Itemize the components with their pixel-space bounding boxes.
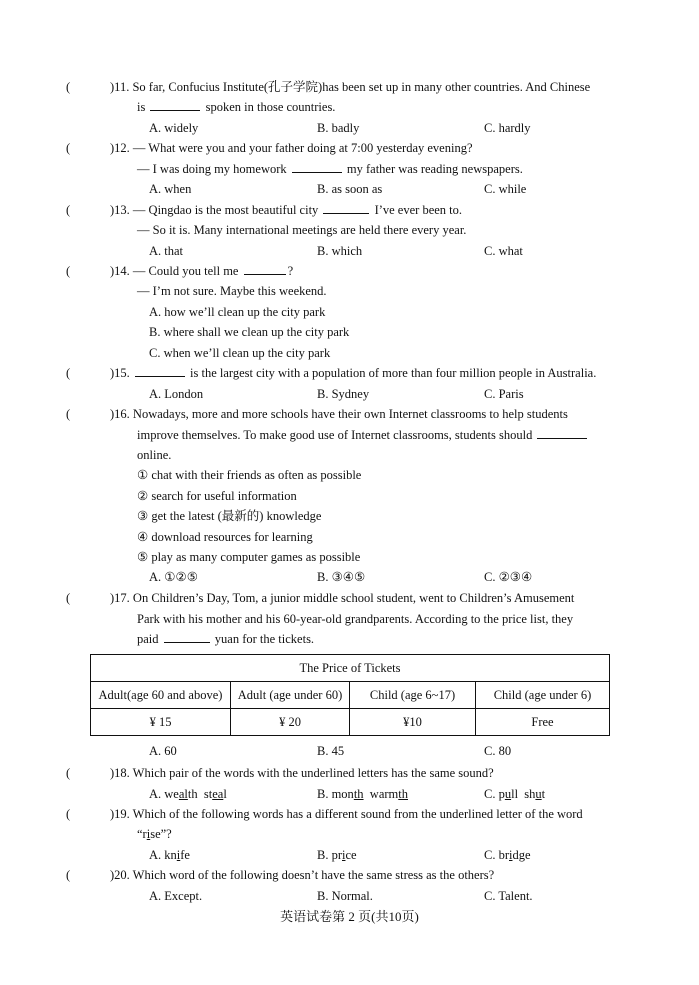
q19-line1: )19. Which of the following words has a different sound from the underlined letter of the word	[110, 807, 583, 821]
text: A. we	[149, 787, 179, 801]
q15-option-b: B. Sydney	[317, 387, 370, 401]
text: “r	[137, 827, 147, 841]
q14-line1-a: )14. — Could you tell me	[110, 264, 239, 278]
text: B. mon	[317, 787, 354, 801]
answer-blank	[537, 427, 587, 439]
q17-line3	[137, 631, 314, 647]
text: se”?	[150, 827, 172, 841]
q11-line2-a: is	[137, 100, 146, 114]
q14-line2: — I’m not sure. Maybe this weekend.	[137, 284, 327, 298]
underlined-letters: i	[146, 827, 151, 841]
text: l	[223, 787, 227, 801]
q19-line2	[137, 826, 172, 842]
q13-line1-a: )13. — Qingdao is the most beautiful city	[110, 203, 319, 217]
answer-paren: (	[66, 141, 71, 155]
price-header: Adult(age 60 and above)	[91, 682, 231, 709]
q14-option-b: B. where shall we clean up the city park	[149, 325, 350, 339]
underlined-letters: th	[398, 787, 408, 801]
answer-paren: (	[66, 766, 71, 780]
answer-blank	[164, 631, 210, 643]
q12-line1: )12. — What were you and your father doing at 7:00 yesterday evening?	[110, 141, 473, 155]
q16-item-1: ① chat with their friends as often as possible	[137, 468, 362, 482]
answer-paren: (	[66, 366, 71, 380]
q12-option-c: C. while	[484, 182, 527, 196]
q19-option-b	[317, 847, 357, 863]
q14-option-a: A. how we’ll clean up the city park	[149, 305, 326, 319]
q12-line2	[137, 161, 523, 177]
text: dge	[512, 848, 531, 862]
q17-option-a: A. 60	[149, 744, 177, 758]
q13-line1	[110, 202, 462, 218]
answer-blank	[150, 99, 200, 111]
q17-line3-b: yuan for the tickets.	[214, 632, 315, 646]
q18-line1: )18. Which pair of the words with the underlined letters has the same sound?	[110, 766, 494, 780]
q17-line3-a: paid	[137, 632, 159, 646]
q15-option-c: C. Paris	[484, 387, 524, 401]
text: t	[541, 787, 546, 801]
q18-option-a	[149, 786, 227, 802]
answer-paren: (	[66, 868, 71, 882]
q18-option-c	[484, 786, 545, 802]
q17-option-b: B. 45	[317, 744, 345, 758]
underlined-letters: i	[509, 848, 513, 862]
q16-option-a: A. ①②⑤	[149, 570, 198, 584]
q12-option-a: A. when	[149, 182, 192, 196]
q16-item-2: ② search for useful information	[137, 489, 297, 503]
underlined-letters: i	[342, 848, 346, 862]
q19-option-a	[149, 847, 190, 863]
price-cell: ¥ 20	[231, 709, 350, 736]
q20-option-a: A. Except.	[149, 889, 203, 903]
q16-line2	[137, 427, 589, 443]
underlined-letters: u	[535, 787, 542, 801]
price-table	[90, 654, 610, 736]
q11-line1: )11. So far, Confucius Institute(孔子学院)has been set up in many other countries. And Chinese	[110, 80, 591, 94]
text: warm	[363, 787, 399, 801]
q14-line1-b: ?	[287, 264, 294, 278]
text: C. p	[484, 787, 505, 801]
q20-option-b: B. Normal.	[317, 889, 373, 903]
q17-line1: )17. On Children’s Day, Tom, a junior middle school student, went to Children’s Amusement	[110, 591, 575, 605]
text: B. pr	[317, 848, 342, 862]
q11-option-c: C. hardly	[484, 121, 531, 135]
q11-option-a: A. widely	[149, 121, 199, 135]
answer-paren: (	[66, 407, 71, 421]
text: ce	[345, 848, 357, 862]
q20-line1: )20. Which word of the following doesn’t have the same stress as the others?	[110, 868, 495, 882]
q13-option-a: A. that	[149, 244, 184, 258]
q11-line2	[137, 99, 335, 115]
price-header: Child (age 6~17)	[350, 682, 476, 709]
q12-line2-a: — I was doing my homework	[137, 162, 287, 176]
q13-line1-b: I’ve ever been to.	[374, 203, 463, 217]
answer-paren: (	[66, 80, 71, 94]
q16-line3: online.	[137, 448, 172, 462]
text: C. br	[484, 848, 509, 862]
underlined-letters: i	[176, 848, 181, 862]
price-cell: ¥10	[350, 709, 476, 736]
q16-option-c: C. ②③④	[484, 570, 533, 584]
q16-option-b: B. ③④⑤	[317, 570, 366, 584]
q16-item-3: ③ get the latest (最新的) knowledge	[137, 509, 322, 523]
price-header: Adult (age under 60)	[231, 682, 350, 709]
underlined-letters: al	[178, 787, 188, 801]
q15-line1-a: )15.	[110, 366, 130, 380]
q20-option-c: C. Talent.	[484, 889, 533, 903]
q11-option-b: B. badly	[317, 121, 360, 135]
price-cell: Free	[476, 709, 610, 736]
q13-option-c: C. what	[484, 244, 523, 258]
q14-line1	[110, 263, 293, 279]
answer-paren: (	[66, 203, 71, 217]
price-cell: ¥ 15	[91, 709, 231, 736]
text: ll sh	[511, 787, 536, 801]
q12-line2-b: my father was reading newspapers.	[346, 162, 523, 176]
underlined-letters: u	[504, 787, 512, 801]
q18-option-b	[317, 786, 408, 802]
answer-paren: (	[66, 591, 71, 605]
q13-option-b: B. which	[317, 244, 363, 258]
underlined-letters: ea	[212, 787, 224, 801]
price-table-title: The Price of Tickets	[91, 655, 610, 682]
text: fe	[180, 848, 190, 862]
answer-blank	[292, 161, 342, 173]
text: th st	[187, 787, 213, 801]
q16-line1: )16. Nowadays, more and more schools have their own Internet classrooms to help students	[110, 407, 568, 421]
answer-blank	[323, 202, 369, 214]
q16-line2-a: improve themselves. To make good use of Internet classrooms, students should	[137, 428, 533, 442]
q15-line1	[110, 365, 596, 381]
q12-option-b: B. as soon as	[317, 182, 383, 196]
q19-option-c	[484, 847, 531, 863]
underlined-letters: th	[353, 787, 364, 801]
q17-option-c: C. 80	[484, 744, 512, 758]
q15-option-a: A. London	[149, 387, 204, 401]
q11-line2-b: spoken in those countries.	[205, 100, 336, 114]
q14-option-c: C. when we’ll clean up the city park	[149, 346, 331, 360]
answer-blank	[244, 263, 286, 275]
answer-blank	[135, 365, 185, 377]
q16-item-4: ④ download resources for learning	[137, 530, 313, 544]
text: A. kn	[149, 848, 177, 862]
q17-line2: Park with his mother and his 60-year-old grandparents. According to the price list, they	[137, 612, 574, 626]
page-footer: 英语试卷第 2 页(共10页)	[280, 909, 419, 924]
q15-line1-b: is the largest city with a population of more than four million people in Australia.	[190, 366, 597, 380]
q16-item-5: ⑤ play as many computer games as possible	[137, 550, 361, 564]
answer-paren: (	[66, 264, 71, 278]
q13-line2: — So it is. Many international meetings are held there every year.	[137, 223, 467, 237]
answer-paren: (	[66, 807, 71, 821]
price-header: Child (age under 6)	[476, 682, 610, 709]
